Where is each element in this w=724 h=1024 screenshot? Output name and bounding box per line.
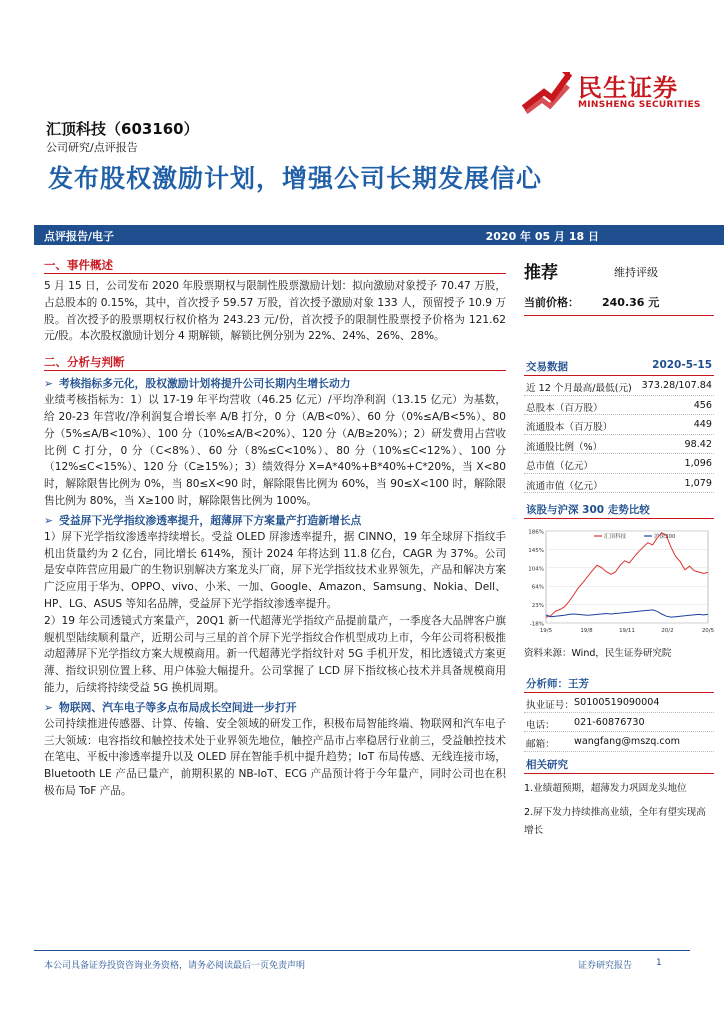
iot-text: 公司持续推进传感器、计算、传输、安全领域的研发工作，积极布局智能终端、物联网和汽车电子三大领域：电容指纹和触控技术处于业界领先地位，触控产品市占率稳居行业前三，受益触控技术在笔电、平板中渗透率提升以及 OLED 屏在智能手机中提升趋势；IoT 布局传感、无线连接市场，Bluetooth LE 产品已量产，前期积累的 NB-IoT、ECG 产品预计将于今年量产，同时公司也在积极布局 ToF 产品。 bbox=[44, 717, 506, 797]
brand-name-en: MINSHENG SECURITIES bbox=[578, 100, 701, 110]
chart-header bbox=[524, 499, 714, 519]
minsheng-logo-icon bbox=[522, 66, 572, 114]
table-row bbox=[524, 415, 714, 435]
analyst-row bbox=[524, 713, 714, 733]
page-number: 1 bbox=[656, 958, 662, 968]
brand-logo bbox=[522, 66, 701, 114]
y-tick-label: 186% bbox=[528, 529, 544, 536]
table-row bbox=[524, 474, 714, 494]
subheading-incentive bbox=[44, 375, 506, 392]
trading-data-header bbox=[524, 356, 714, 376]
y-tick-label: 145% bbox=[528, 547, 544, 554]
subheading-incentive-text: 考核指标多元化，股权激励计划将提升公司长期内生增长动力 bbox=[59, 377, 351, 391]
section-heading-analysis: 二、分析与判断 bbox=[44, 353, 506, 371]
related-item[interactable]: 1.业绩超预期，超薄发力巩固龙头地位 bbox=[524, 782, 687, 794]
analyst-row bbox=[524, 732, 714, 752]
page-title: 发布股权激励计划，增强公司长期发展信心 bbox=[48, 164, 543, 193]
analyst-value: 021-60876730 bbox=[574, 716, 645, 728]
trading-data-date: 2020-5-15 bbox=[652, 359, 712, 371]
row-value: 373.28/107.84 bbox=[641, 380, 712, 391]
table-row bbox=[524, 376, 714, 396]
arrow-bullet-icon: ➢ bbox=[44, 700, 54, 714]
event-summary-text: 5 月 15 日，公司发布 2020 年股票期权与限制性股票激励计划：拟向激励对象授予 70.47 万股，占总股本的 0.15%，其中，首次授予 59.57 万股，首次授予激励对象 133 人，预留授予 10.9 万股。首次授予的股票期权行权价格为 243.23 元/份，首次授予的限制性股票授予价格为 121.62 元/股。本次股权激励计划分 4 期解锁，解锁比例分别为 22%、24%、26%、28%。 bbox=[44, 280, 506, 343]
analyst-title: 分析师：王芳 bbox=[526, 678, 589, 690]
rating-note: 维持评级 bbox=[614, 266, 658, 279]
arrow-bullet-icon: ➢ bbox=[44, 377, 54, 391]
price-label: 当前价格： bbox=[524, 296, 579, 309]
related-title: 相关研究 bbox=[526, 758, 568, 771]
row-label: 近 12 个月最高/最低(元) bbox=[526, 383, 632, 394]
trend-chart-svg bbox=[524, 523, 714, 643]
sidebar bbox=[524, 256, 714, 840]
row-value: 456 bbox=[693, 399, 712, 411]
section-heading-event: 一、事件概述 bbox=[44, 256, 506, 274]
analyst-label: 邮箱： bbox=[526, 739, 555, 750]
legend-label: 汇顶科技 bbox=[604, 534, 627, 540]
row-label: 流通股比例（%） bbox=[526, 441, 603, 453]
footer-divider bbox=[34, 950, 690, 951]
row-label: 流通股本（百万股） bbox=[526, 422, 613, 433]
table-row bbox=[524, 396, 714, 416]
chart-source: 资料来源：Wind，民生证券研究院 bbox=[524, 648, 672, 659]
footer-label: 证券研究报告 bbox=[578, 961, 633, 971]
main-content bbox=[44, 256, 506, 800]
incentive-text: 业绩考核指标为：1）以 17-19 年平均营收（46.25 亿元）/平均净利润（13.15 亿元）为基数，给 20-23 年营收/净利润复合增长率 A/B 打分，0 分（A/B<0%）、60 分（0%≤A/B<5%）、80 分（5%≤A/B<10%）、100 分（10%≤A/B<20%）、120 分（A/B≥20%）；2）研发费用占营收比例 C 打分，0 分（C<8%）、60 分（8%≤C<10%）、80 分（10%≤C<12%）、100 分（12%≤C<15%）、120 分（C≥15%）；3）绩效得分 X=A*40%+B*40%+C*20%，当 X<80 时，解除限售比例为 0%，当 80≤X<90 时，解除限售比例为 60%，当 90≤X<100 时，解除限售比例为 80%，当 X≥100 时，解除限售比例为 100%。 bbox=[44, 394, 506, 507]
y-tick-label: 64% bbox=[531, 584, 544, 591]
row-value: 98.42 bbox=[684, 438, 712, 450]
brand-name-cn: 民生证券 bbox=[578, 74, 678, 102]
report-date: 2020 年 05 月 18 日 bbox=[485, 230, 599, 243]
analyst-label: 电话： bbox=[526, 719, 555, 731]
report-category: 点评报告/电子 bbox=[44, 230, 115, 243]
analyst-header bbox=[524, 673, 714, 693]
legend-label: 沪深300 bbox=[654, 534, 676, 540]
rating-value: 推荐 bbox=[524, 263, 558, 283]
table-row bbox=[524, 435, 714, 455]
fingerprint-text-2: 2）19 年公司透镜式方案量产，20Q1 新一代超薄光学指纹产品提前量产，一季度各大品牌客户旗舰机型陆续顺利量产，近期公司与三星的首个屏下光学指纹合作机型成功上市，今年公司将积极推动超薄屏下光学指纹方案大规模商用。新一代超薄光学指纹针对 5G 手机开发，相比透镜式方案更薄、指纹识别位置上移、用户体验大幅提升。公司掌握了 LCD 屏下指纹核心技术并具备规模商用能力，后续将持续受益 5G 换机周期。 bbox=[44, 614, 506, 694]
report-banner bbox=[34, 225, 724, 245]
subheading-iot-text: 物联网、汽车电子等多点布局成长空间进一步打开 bbox=[59, 700, 297, 714]
subheading-iot bbox=[44, 699, 506, 716]
rating-block bbox=[524, 256, 714, 294]
subheading-fingerprint-text: 受益屏下光学指纹渗透率提升，超薄屏下方案量产打造新增长点 bbox=[59, 513, 362, 527]
analyst-label: 执业证号： bbox=[526, 700, 574, 711]
related-item[interactable]: 2.屏下发力持续推高业绩，全年有望实现高增长 bbox=[524, 806, 706, 836]
analyst-row bbox=[524, 693, 714, 713]
analyst-value: S0100519090004 bbox=[574, 697, 660, 708]
series-line-1 bbox=[546, 610, 708, 617]
row-label: 总股本（百万股） bbox=[526, 402, 603, 414]
x-tick-label: 19/8 bbox=[580, 628, 593, 634]
row-value: 449 bbox=[693, 419, 712, 430]
y-tick-label: 104% bbox=[528, 566, 544, 573]
subheading-fingerprint bbox=[44, 512, 506, 529]
report-type: 公司研究/点评报告 bbox=[46, 141, 138, 154]
x-tick-label: 20/5 bbox=[701, 628, 714, 634]
y-tick-label: 23% bbox=[531, 603, 544, 610]
current-price-row bbox=[524, 294, 714, 316]
row-label: 流通市值（亿元） bbox=[526, 480, 603, 492]
footer-disclaimer: 本公司具备证券投资咨询业务资格，请务必阅读最后一页免责声明 bbox=[44, 961, 306, 971]
trading-data-title: 交易数据 bbox=[526, 361, 568, 373]
price-chart bbox=[524, 523, 714, 643]
company-name: 汇顶科技（603160） bbox=[46, 120, 199, 138]
x-tick-label: 19/11 bbox=[619, 628, 635, 634]
price-value: 240.36 元 bbox=[602, 296, 660, 309]
table-row bbox=[524, 454, 714, 474]
x-tick-label: 20/2 bbox=[661, 628, 674, 634]
row-label: 总市值（亿元） bbox=[526, 461, 594, 472]
fingerprint-text-1: 1）屏下光学指纹渗透率持续增长。受益 OLED 屏渗透率提升，据 CINNO，19 年全球屏下指纹手机出货量约为 2 亿台，同比增长 614%，预计 2024 年将达到 11.8 亿台，CAGR 为 37%。公司是安卓阵营应用最广的生物识别解决方案龙头厂商，屏下光学指纹技术业界领先，产品和解决方案广泛应用于华为、OPPO、vivo、小米、一加、Google、Amazon、Samsung、Nokia、Dell、HP、LG、ASUS 等知名品牌，受益屏下光学指纹渗透率提升。 bbox=[44, 530, 506, 610]
row-value: 1,079 bbox=[684, 477, 712, 489]
row-value: 1,096 bbox=[684, 458, 712, 469]
analyst-email[interactable]: wangfang@mszq.com bbox=[574, 736, 680, 747]
y-tick-label: -18% bbox=[529, 621, 544, 628]
chart-frame bbox=[546, 531, 708, 623]
related-header bbox=[524, 752, 714, 774]
arrow-bullet-icon: ➢ bbox=[44, 513, 54, 527]
x-tick-label: 19/5 bbox=[539, 628, 553, 634]
chart-title: 该股与沪深 300 走势比较 bbox=[526, 504, 650, 516]
